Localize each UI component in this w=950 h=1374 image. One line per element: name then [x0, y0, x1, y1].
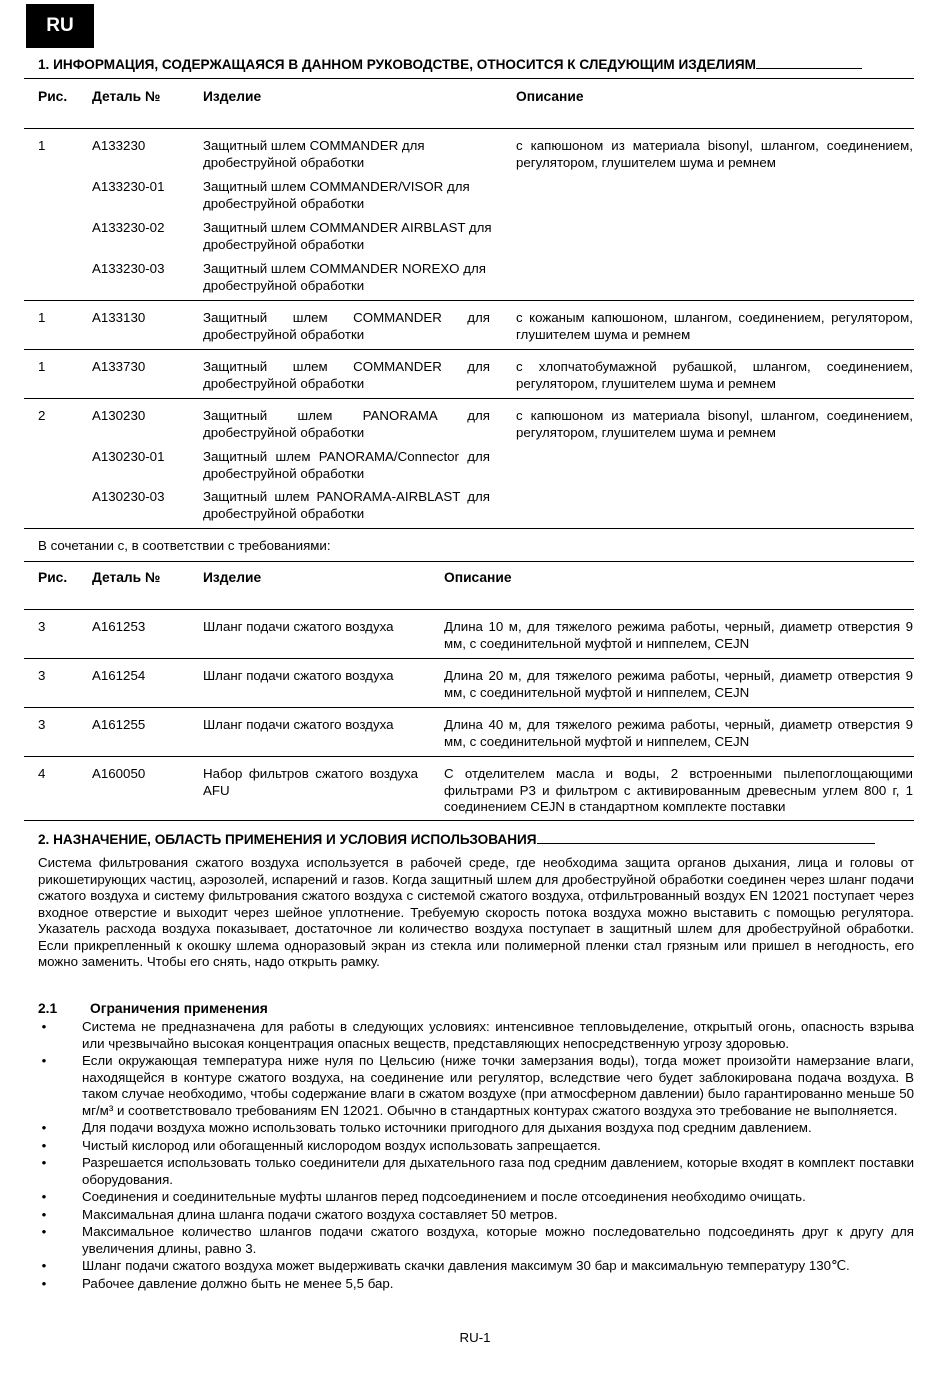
header-description: Описание: [516, 89, 584, 104]
fig-number: 3: [38, 619, 46, 634]
list-item: [38, 1155, 914, 1188]
product-description: Длина 10 м, для тяжелого режима работы, черный, диаметр отверстия 9 мм, с соединительной муфтой и ниппелем, CEJN: [444, 619, 913, 651]
table-rule: [24, 398, 914, 399]
table-rule: [24, 128, 914, 129]
bullet-icon: •: [41, 1206, 47, 1222]
list-item-text: Система не предназначена для работы в следующих условиях: интенсивное тепловыделение, открытый огонь, опасность взрыва или чрезвычайно высокая концентрация опасных веществ, представляющих непосредственную угрозу здоровью.: [82, 1019, 914, 1051]
table-rule: [24, 528, 914, 529]
bullet-icon: •: [41, 1224, 47, 1239]
part-number: A133230-01: [92, 179, 165, 194]
part-number: A130230-03: [92, 489, 165, 504]
list-item-text: Если окружающая температура ниже нуля по Цельсию (ниже точки замерзания воды), тогда может произойти намерзание влаги, находящейся в контуре сжатого воздуха, на соединение или регулятор, вследствие чего будет заблокирована подача воздуха. В таком случае необходимо, чтобы содержание влаги в сжатом воздухе (при атмосферном давлении) было гарантированно меньше 50 мг/м³ и соответствовало требованиям EN 12021. Обычно в стандартных контурах сжатого воздуха это требование не выполняется.: [82, 1053, 914, 1118]
product-name: Шланг подачи сжатого воздуха: [203, 668, 394, 683]
bullet-icon: •: [41, 1189, 47, 1204]
header-part: Деталь №: [92, 570, 161, 585]
table-rule: [24, 707, 914, 708]
header-product: Изделие: [203, 570, 262, 585]
fig-number: 2: [38, 408, 46, 423]
list-item: [38, 1276, 914, 1293]
page-number: RU-1: [459, 1330, 491, 1345]
part-number: A160050: [92, 766, 146, 781]
section-2-paragraph: Система фильтрования сжатого воздуха используется в рабочей среде, где необходима защита органов дыхания, лица и головы от рикошетирующих частиц, аэрозолей, испарений и газов. Когда защитный шлем для дробеструйной обработки соединен через шланг подачи сжатого воздуха и систему фильтрования сжатого воздуха с системой сжатого воздуха, отфильтрованный воздух EN 12021 поступает через входное отверстие и выходит через шейное уплотнение. Требуемую скорость потока воздуха можно выставить с помощью регулятора. Указатель расхода воздуха показывает, достаточное ли количество воздуха поступает в защитный шлем для дробеструйной обработки. Если прикрепленный к окошку шлема одноразовый экран из стекла или полимерной пленки стал грязным или пришел в негодность, его можно заменить. Чтобы его снять, надо открыть рамку.: [38, 855, 914, 969]
list-item-text: Разрешается использовать только соединители для дыхательного газа под средним давлением, которые входят в комплект поставки оборудования.: [82, 1155, 914, 1187]
table-rule: [24, 609, 914, 610]
section-2-title: 2. НАЗНАЧЕНИЕ, ОБЛАСТЬ ПРИМЕНЕНИЯ И УСЛОВИЯ ИСПОЛЬЗОВАНИЯ: [38, 832, 537, 847]
subsection-heading: [38, 1001, 268, 1016]
section-1-title: 1. ИНФОРМАЦИЯ, СОДЕРЖАЩАЯСЯ В ДАННОМ РУКОВОДСТВЕ, ОТНОСИТСЯ К СЛЕДУЮЩИМ ИЗДЕЛИЯМ: [38, 57, 756, 72]
header-fig: Рис.: [38, 570, 68, 585]
product-name: Защитный шлем PANORAMA для дробеструйной обработки: [203, 408, 490, 440]
language-badge: RU: [26, 4, 94, 48]
product-name: Шланг подачи сжатого воздуха: [203, 619, 394, 634]
product-name: Шланг подачи сжатого воздуха: [203, 717, 394, 732]
product-name: Набор фильтров сжатого воздуха AFU: [203, 766, 418, 798]
part-number: A161255: [92, 717, 146, 732]
part-number: A161253: [92, 619, 146, 634]
part-number: A130230: [92, 408, 146, 423]
list-item-text: Рабочее давление должно быть не менее 5,5 бар.: [82, 1275, 394, 1291]
table-rule: [24, 78, 914, 79]
part-number: A133730: [92, 359, 146, 374]
part-number: A133230: [92, 138, 146, 153]
restrictions-list: [38, 1019, 914, 1293]
header-description: Описание: [444, 570, 512, 585]
heading-rule: [756, 56, 862, 69]
part-number: A133230-02: [92, 220, 165, 235]
table-rule: [24, 561, 914, 562]
product-name: Защитный шлем COMMANDER для дробеструйной обработки: [203, 138, 425, 170]
heading-rule: [537, 831, 875, 844]
product-description: С отделителем масла и воды, 2 встроенными пылепоглощающими фильтрами P3 и фильтром с активированным древесным углем 800 г, 1 соединением CEJN в стандартном комплекте поставки: [444, 766, 913, 814]
bullet-icon: •: [41, 1019, 47, 1034]
product-name: Защитный шлем COMMANDER/VISOR для дробеструйной обработки: [203, 179, 470, 211]
bullet-icon: •: [41, 1120, 47, 1135]
fig-number: 3: [38, 668, 46, 683]
product-name: Защитный шлем COMMANDER NOREXO для дробеструйной обработки: [203, 261, 486, 293]
list-item-text: Соединения и соединительные муфты шлангов перед подсоединением и после отсоединения необходимо очищать.: [82, 1189, 806, 1204]
section-1-heading: [38, 56, 914, 73]
bullet-icon: •: [41, 1258, 47, 1273]
part-number: A161254: [92, 668, 146, 683]
combined-intro: В сочетании с, в соответствии с требованиями:: [38, 538, 331, 553]
fig-number: 1: [38, 138, 46, 153]
table-rule: [24, 820, 914, 821]
table-rule: [24, 658, 914, 659]
list-item: [38, 1258, 914, 1275]
product-name: Защитный шлем COMMANDER AIRBLAST для дробеструйной обработки: [203, 220, 492, 252]
table-rule: [24, 349, 914, 350]
section-2-heading: [38, 831, 914, 848]
subsection-number: 2.1: [38, 1001, 58, 1016]
list-item: [38, 1120, 914, 1137]
bullet-icon: •: [41, 1155, 47, 1170]
part-number: A133230-03: [92, 261, 165, 276]
product-description: с капюшоном из материала bisonyl, шлангом, соединением, регулятором, глушителем шума и ремнем: [516, 408, 913, 440]
list-item: [38, 1207, 914, 1224]
bullet-icon: •: [41, 1275, 47, 1291]
bullet-icon: •: [41, 1053, 47, 1068]
subsection-title: Ограничения применения: [90, 1001, 268, 1016]
header-fig: Рис.: [38, 89, 68, 104]
header-part: Деталь №: [92, 89, 161, 104]
product-description: Длина 20 м, для тяжелого режима работы, черный, диаметр отверстия 9 мм, с соединительной муфтой и ниппелем, CEJN: [444, 668, 913, 700]
part-number: A130230-01: [92, 449, 165, 464]
list-item-text: Максимальное количество шлангов подачи сжатого воздуха, которые можно последовательно подсоединять друг к другу для увеличения длины, равно 3.: [82, 1224, 914, 1256]
product-name: Защитный шлем PANORAMA/Connector для дробеструйной обработки: [203, 449, 490, 481]
fig-number: 1: [38, 359, 46, 374]
header-product: Изделие: [203, 89, 262, 104]
list-item-text: Чистый кислород или обогащенный кислородом воздух использовать запрещается.: [82, 1137, 601, 1153]
product-description: с кожаным капюшоном, шлангом, соединением, регулятором, глушителем шума и ремнем: [516, 310, 913, 342]
list-item: [38, 1189, 914, 1206]
bullet-icon: •: [41, 1137, 47, 1153]
part-number: A133130: [92, 310, 146, 325]
list-item: [38, 1224, 914, 1257]
list-item: [38, 1019, 914, 1052]
table-rule: [24, 300, 914, 301]
list-item-text: Шланг подачи сжатого воздуха может выдерживать скачки давления максимум 30 бар и максимальную температуру 130℃.: [82, 1258, 850, 1273]
product-description: с хлопчатобумажной рубашкой, шлангом, соединением, регулятором, глушителем шума и ремнем: [516, 359, 913, 391]
list-item: [38, 1053, 914, 1119]
product-name: Защитный шлем PANORAMA-AIRBLAST для дробеструйной обработки: [203, 489, 490, 521]
product-description: с капюшоном из материала bisonyl, шлангом, соединением, регулятором, глушителем шума и ремнем: [516, 138, 913, 170]
fig-number: 4: [38, 766, 46, 781]
table-rule: [24, 756, 914, 757]
fig-number: 3: [38, 717, 46, 732]
list-item: [38, 1138, 914, 1155]
product-name: Защитный шлем COMMANDER для дробеструйной обработки: [203, 359, 490, 391]
fig-number: 1: [38, 310, 46, 325]
list-item-text: Для подачи воздуха можно использовать только источники пригодного для дыхания воздуха под средним давлением.: [82, 1120, 812, 1135]
list-item-text: Максимальная длина шланга подачи сжатого воздуха составляет 50 метров.: [82, 1206, 558, 1222]
product-description: Длина 40 м, для тяжелого режима работы, черный, диаметр отверстия 9 мм, с соединительной муфтой и ниппелем, CEJN: [444, 717, 913, 749]
product-name: Защитный шлем COMMANDER для дробеструйной обработки: [203, 310, 490, 342]
